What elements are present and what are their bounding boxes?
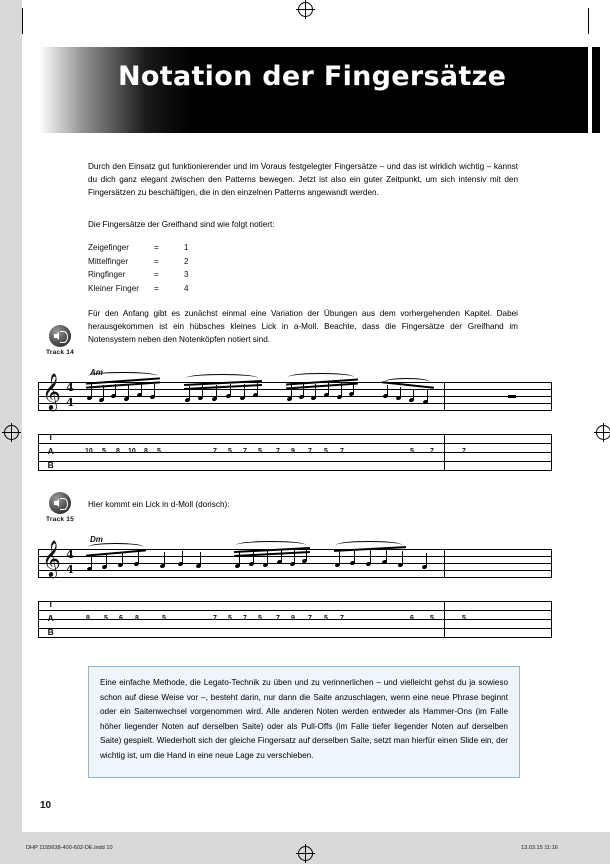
tab-number: 7 (308, 448, 312, 455)
tab-number: 7 (430, 448, 434, 455)
track-15[interactable] (38, 492, 82, 523)
legend-name: Mittelfinger (88, 256, 129, 266)
time-signature: 4 (66, 396, 74, 409)
page-title: Notation der Fingersätze (118, 61, 507, 92)
left-grey-bar (0, 0, 22, 832)
crop-mark-top-left (22, 8, 23, 34)
legend-num: 1 (184, 243, 189, 252)
tab-number: 9 (291, 615, 295, 622)
tab-number: 5 (104, 615, 108, 622)
tab-number: 8 (144, 448, 148, 455)
legend-eq: = (154, 270, 159, 280)
tab-staff (38, 434, 552, 470)
time-signature: 4 (66, 381, 74, 394)
tab-number: 5 (157, 448, 161, 455)
legend-num: 2 (184, 256, 189, 266)
tab-letter-t: T (48, 599, 54, 609)
registration-mark-bottom (298, 846, 313, 861)
legend-name: Ringfinger (88, 270, 126, 280)
tab-number: 5 (324, 448, 328, 455)
tab-number: 5 (102, 448, 106, 455)
tab-number: 8 (135, 615, 139, 622)
tab-number: 6 (119, 615, 123, 622)
page-number: 10 (40, 800, 52, 811)
legend-row (88, 282, 189, 296)
tab-number: 7 (340, 615, 344, 622)
track-14[interactable] (38, 325, 82, 356)
treble-clef-icon: 𝄞 (42, 372, 61, 410)
tab-number: 7 (340, 448, 344, 455)
tab-number: 8 (116, 448, 120, 455)
fingering-legend (88, 241, 189, 295)
tab-number: 5 (462, 615, 466, 622)
tab-number: 7 (276, 615, 280, 622)
tab-number: 5 (228, 615, 232, 622)
tab-number: 5 (430, 615, 434, 622)
chord-symbol: Am (90, 368, 103, 377)
tab-number: 5 (258, 448, 262, 455)
tab-letter-t: T (48, 432, 54, 442)
tab-number: 7 (213, 615, 217, 622)
tab-number: 10 (85, 448, 93, 455)
music-system-2 (38, 535, 552, 645)
title-right-tab (592, 47, 600, 133)
legend-eq: = (154, 283, 159, 293)
legend-name: Kleiner Finger (88, 283, 139, 293)
footer-left: DHP 1155638-400-602-DE.indd 10 (26, 845, 113, 851)
tab-letter-b: B (47, 627, 55, 637)
track-label: Track 15 (46, 516, 74, 523)
treble-clef-icon: 𝄞 (42, 539, 61, 577)
tab-number: 5 (228, 448, 232, 455)
crop-mark-top-right (588, 8, 589, 34)
registration-mark-top (298, 2, 313, 17)
tab-number: 5 (258, 615, 262, 622)
time-signature: 4 (66, 548, 74, 561)
tab-number: 5 (324, 615, 328, 622)
tab-number: 7 (243, 615, 247, 622)
music-system-1 (38, 368, 552, 478)
legend-num: 4 (184, 283, 189, 293)
tab-number: 10 (128, 448, 136, 455)
tab-number: 5 (410, 448, 414, 455)
legend-row (88, 255, 189, 269)
track-label: Track 14 (46, 349, 74, 356)
tab-number: 7 (243, 448, 247, 455)
info-box-text: Eine einfache Methode, die Legato-Technik zu üben und zu verinnerlichen – und vielleicht gehst du ja sowieso schon auf diese Weise vor –, besteht darin, nur dann die Saite anzuschlagen, wenn eine neue Phrase beginnt oder ein Saitenwechsel vorgenommen wird. Alle anderen Noten werden entweder als Hammer-Ons (im Falle höher liegender Noten auf derselben Saite) oder als Pull-Offs (im Falle tiefer liegender Noten auf derselben Saite) gespielt. Wiederholt sich der gleiche Fingersatz auf derselben Saite, setzt man hierfür einen Slide ein, der wichtig ist, um die Hand in eine neue Lage zu verschieben. (100, 678, 508, 760)
tab-number: 6 (410, 615, 414, 622)
tab-letter-b: B (47, 460, 55, 470)
tab-number: 9 (291, 448, 295, 455)
tab-staff (38, 601, 552, 637)
tab-number: 7 (462, 448, 466, 455)
info-box (88, 666, 520, 778)
registration-mark-right (596, 425, 610, 440)
legend-row (88, 268, 189, 282)
speaker-icon (49, 492, 71, 514)
paragraph-exercise: Für den Anfang gibt es zunächst einmal eine Variation der Übungen aus dem vorhergehenden Kapitel. Dabei herausgekommen ist ein hübsches kleines Lick in a-Moll. Beachte, dass die Fingersätze der Greifhand im Notensystem neben den Notenköpfen notiert sind. (88, 309, 518, 345)
footer-right: 13.03.15 11:16 (521, 845, 558, 851)
legend-eq: = (154, 243, 159, 252)
paragraph-intro: Durch den Einsatz gut funktionierender und im Voraus festgelegter Fingersätze – und das ist wirklich wichtig – kannst du dich ganz elegant zwischen den Patterns bewegen. Jetzt ist also ein guter Zeitpunkt, um sich intensiv mit den Fingersätzen zu beschäftigen, die in den einzelnen Patterns angewandt werden. (88, 162, 518, 198)
tab-number: 5 (162, 615, 166, 622)
tab-letter-a: A (47, 446, 55, 456)
legend-name: Zeigefinger (88, 243, 129, 252)
registration-mark-left (4, 425, 19, 440)
legend-eq: = (154, 256, 159, 266)
tab-letter-a: A (47, 613, 55, 623)
speaker-icon (49, 325, 71, 347)
tab-number: 7 (308, 615, 312, 622)
legend-row (88, 241, 189, 255)
legend-num: 3 (184, 270, 189, 280)
paragraph-notation-lead: Die Fingersätze der Greifhand sind wie folgt notiert: (88, 220, 275, 229)
chord-symbol: Dm (90, 535, 103, 544)
tab-number: 7 (276, 448, 280, 455)
paragraph-lick2: Hier kommt ein Lick in d-Moll (dorisch): (88, 500, 230, 509)
tab-number: 8 (86, 615, 90, 622)
tab-number: 7 (213, 448, 217, 455)
rest (508, 395, 516, 398)
time-signature: 4 (66, 563, 74, 576)
